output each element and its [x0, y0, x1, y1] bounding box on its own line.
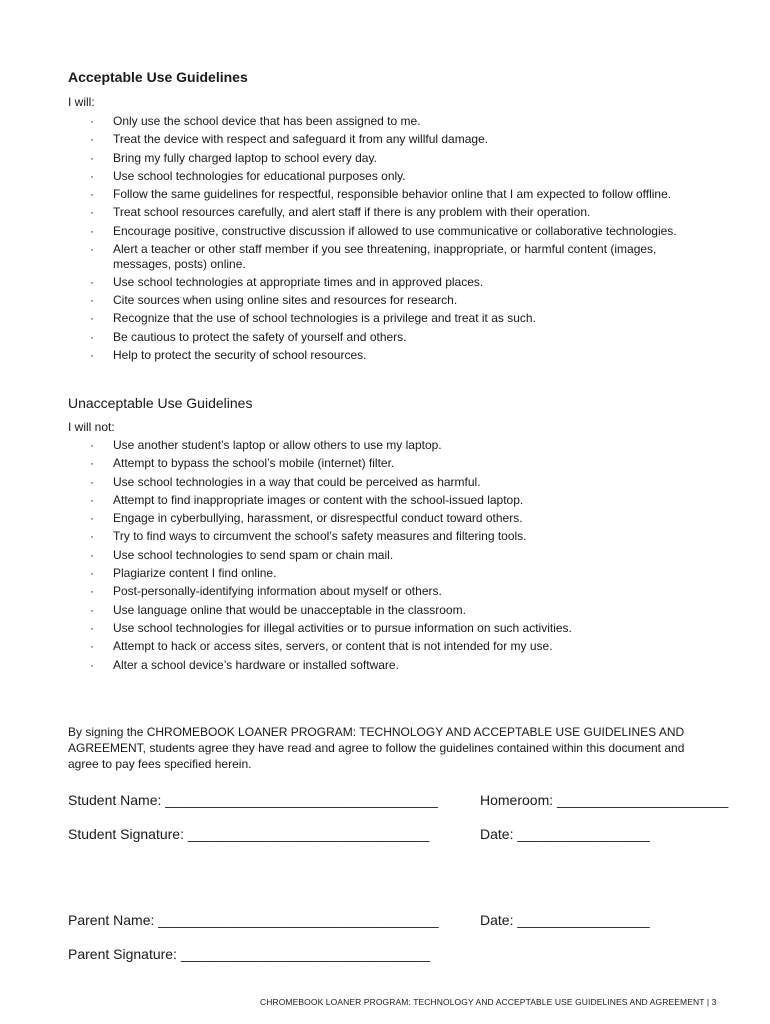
acceptable-list-item — [0, 275, 703, 290]
bullet-icon: · — [90, 639, 94, 654]
bullet-icon: · — [90, 132, 94, 147]
acceptable-heading: Acceptable Use Guidelines — [68, 69, 248, 85]
unacceptable-item-text: Attempt to hack or access sites, servers, or content that is not intended for my use. — [113, 639, 553, 654]
unacceptable-heading: Unacceptable Use Guidelines — [68, 395, 253, 411]
unacceptable-item-text: Try to find ways to circumvent the school’s safety measures and filtering tools. — [113, 529, 527, 544]
bullet-icon: · — [90, 602, 94, 617]
unacceptable-list-item — [0, 566, 703, 581]
acceptable-list-item — [0, 330, 703, 345]
acceptable-item-text: Encourage positive, constructive discussion if allowed to use communicative or collaborative technologies. — [113, 223, 677, 238]
student-date-field[interactable]: Date: _________________ — [480, 826, 650, 842]
unacceptable-item-text: Use another student’s laptop or allow others to use my laptop. — [113, 438, 442, 452]
unacceptable-item-text: Plagiarize content I find online. — [113, 566, 277, 581]
acceptable-list-item — [0, 187, 703, 202]
bullet-icon: · — [90, 584, 94, 599]
bullet-icon: · — [90, 456, 94, 471]
unacceptable-list-item — [0, 658, 703, 673]
unacceptable-list — [0, 438, 770, 676]
unacceptable-list-item — [0, 621, 703, 636]
parent-date-field[interactable]: Date: _________________ — [480, 912, 650, 928]
acceptable-item-text: Help to protect the security of school resources. — [113, 348, 367, 363]
bullet-icon: · — [90, 311, 94, 326]
acceptable-item-text: Treat school resources carefully, and alert staff if there is any problem with their operation. — [113, 205, 591, 220]
acceptable-list-item — [0, 114, 703, 129]
agreement-paragraph: By signing the CHROMEBOOK LOANER PROGRAM: TECHNOLOGY AND ACCEPTABLE USE GUIDELINES AND AGREEMENT, students agree they have read and agree to follow the guidelines contained within this document and agree to pay fees specified herein. — [68, 725, 685, 771]
acceptable-item-text: Use school technologies at appropriate times and in approved places. — [113, 274, 484, 289]
unacceptable-item-text: Use language online that would be unacceptable in the classroom. — [113, 602, 466, 617]
unacceptable-list-item — [0, 529, 703, 544]
acceptable-item-text: Bring my fully charged laptop to school every day. — [113, 150, 377, 165]
unacceptable-list-item — [0, 639, 703, 654]
bullet-icon: · — [90, 474, 94, 489]
unacceptable-item-text: Use school technologies in a way that could be perceived as harmful. — [113, 474, 481, 489]
unacceptable-list-item — [0, 438, 703, 453]
acceptable-item-text: Use school technologies for educational purposes only. — [113, 168, 406, 183]
bullet-icon: · — [90, 492, 94, 507]
unacceptable-item-text: Alter a school device’s hardware or installed software. — [113, 657, 399, 672]
unacceptable-list-item — [0, 584, 703, 599]
acceptable-list-item — [0, 348, 703, 363]
bullet-icon: · — [90, 511, 94, 526]
acceptable-list-item — [0, 205, 703, 220]
acceptable-item-text: Be cautious to protect the safety of yourself and others. — [113, 329, 407, 344]
bullet-icon: · — [90, 348, 94, 363]
parent-name-field[interactable]: Parent Name: ____________________________________ — [68, 912, 439, 928]
bullet-icon: · — [90, 242, 94, 257]
bullet-icon: · — [90, 114, 94, 128]
acceptable-list-item — [0, 132, 703, 147]
acceptable-item-text: Alert a teacher or other staff member if you see threatening, inappropriate, or harmful content (images, messages, posts) online. — [113, 242, 657, 271]
bullet-icon: · — [90, 529, 94, 544]
student-name-field[interactable]: Student Name: ___________________________________ — [68, 792, 438, 808]
unacceptable-item-text: Post-personally-identifying information about myself or others. — [113, 584, 442, 599]
acceptable-item-text: Recognize that the use of school technologies is a privilege and treat it as such. — [113, 311, 536, 326]
acceptable-list-item — [0, 242, 703, 271]
bullet-icon: · — [90, 547, 94, 562]
acceptable-list-item — [0, 224, 703, 239]
acceptable-list — [0, 114, 770, 366]
bullet-icon: · — [90, 187, 94, 202]
acceptable-list-item — [0, 311, 703, 326]
unacceptable-intro: I will not: — [68, 420, 115, 434]
unacceptable-item-text: Use school technologies for illegal activities or to pursue information on such activities. — [113, 620, 572, 635]
unacceptable-list-item — [0, 493, 703, 508]
unacceptable-list-item — [0, 511, 703, 526]
acceptable-item-text: Cite sources when using online sites and resources for research. — [113, 293, 458, 308]
parent-signature-field[interactable]: Parent Signature: ________________________________ — [68, 946, 431, 962]
unacceptable-list-item — [0, 603, 703, 618]
bullet-icon: · — [90, 438, 94, 452]
acceptable-item-text: Treat the device with respect and safeguard it from any willful damage. — [113, 132, 489, 147]
homeroom-field[interactable]: Homeroom: ______________________ — [480, 792, 729, 808]
unacceptable-list-item — [0, 548, 703, 563]
acceptable-intro: I will: — [68, 95, 95, 109]
bullet-icon: · — [90, 293, 94, 308]
unacceptable-item-text: Engage in cyberbullying, harassment, or disrespectful conduct toward others. — [113, 511, 523, 526]
acceptable-list-item — [0, 293, 703, 308]
unacceptable-item-text: Attempt to bypass the school’s mobile (internet) filter. — [113, 456, 395, 471]
page-footer: CHROMEBOOK LOANER PROGRAM: TECHNOLOGY AND ACCEPTABLE USE GUIDELINES AND AGREEMENT | 3 — [260, 997, 717, 1007]
bullet-icon: · — [90, 329, 94, 344]
bullet-icon: · — [90, 657, 94, 672]
unacceptable-item-text: Use school technologies to send spam or chain mail. — [113, 547, 394, 562]
acceptable-item-text: Follow the same guidelines for respectful, responsible behavior online that I am expected to follow offline. — [113, 187, 672, 202]
acceptable-item-text: Only use the school device that has been assigned to me. — [113, 114, 421, 128]
acceptable-list-item — [0, 169, 703, 184]
bullet-icon: · — [90, 274, 94, 289]
student-signature-field[interactable]: Student Signature: _______________________________ — [68, 826, 430, 842]
bullet-icon: · — [90, 150, 94, 165]
bullet-icon: · — [90, 205, 94, 220]
unacceptable-item-text: Attempt to find inappropriate images or content with the school-issued laptop. — [113, 492, 524, 507]
unacceptable-list-item — [0, 456, 703, 471]
bullet-icon: · — [90, 620, 94, 635]
acceptable-list-item — [0, 151, 703, 166]
bullet-icon: · — [90, 223, 94, 238]
bullet-icon: · — [90, 168, 94, 183]
unacceptable-list-item — [0, 475, 703, 490]
bullet-icon: · — [90, 566, 94, 581]
